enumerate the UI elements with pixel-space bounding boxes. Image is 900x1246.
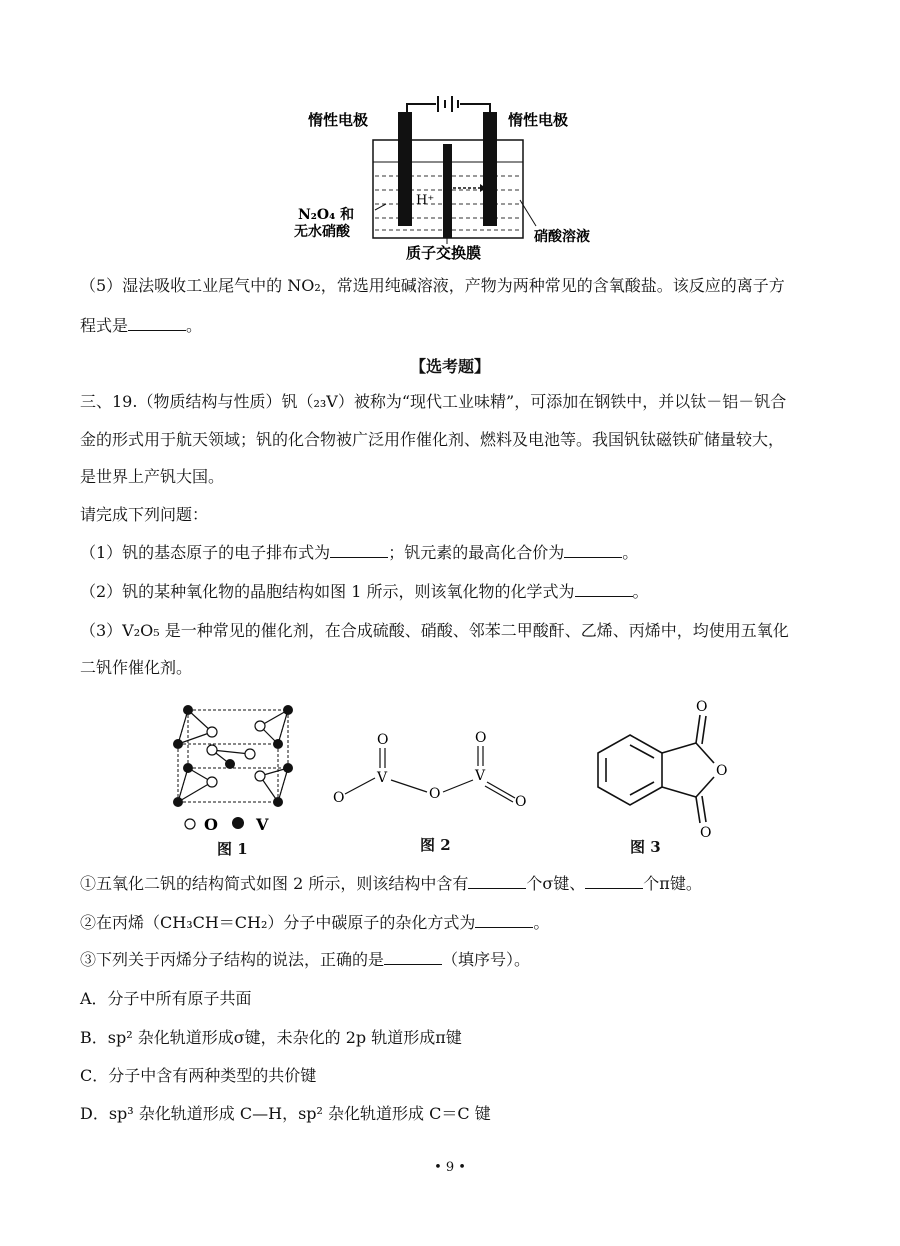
part2-text-a: （2）钒的某种氧化物的晶胞结构如图 1 所示，则该氧化物的化学式为 [80, 582, 575, 601]
fig2-o-bridge: O [429, 786, 441, 802]
figure3-label: 图 3 [630, 838, 661, 856]
ion-label: H⁺ [416, 193, 435, 208]
legend-oxygen-label: O [204, 815, 218, 834]
sub2-text-a: ②在丙烯（CH₃CH＝CH₂）分子中碳原子的杂化方式为 [80, 913, 476, 932]
sub1-blank-1[interactable] [468, 874, 526, 889]
q19-part3-line2: 二钒作催化剂。 [80, 658, 193, 677]
vanadium-atoms [173, 705, 293, 807]
q19-prompt: 请完成下列问题： [80, 505, 209, 524]
proton-exchange-membrane [443, 144, 452, 238]
q19-line2: 金的形式用于航天领域；钒的化合物被广泛用作催化剂、燃料及电池等。我国钒钛磁铁矿储量较大， [80, 430, 785, 449]
sub1-text-a: ①五氧化二钒的结构简式如图 2 所示，则该结构中含有 [80, 874, 469, 893]
left-solution-label-1: N₂O₄ 和 [298, 207, 355, 223]
sub2-text-b: 。 [533, 913, 550, 932]
oxygen-atoms [207, 721, 265, 787]
left-solution-label-2: 无水硝酸 [294, 224, 350, 240]
part1-text-c: 。 [622, 543, 639, 562]
membrane-label: 质子交换膜 [406, 244, 482, 262]
fig3-o-top: O [696, 699, 708, 715]
benzene-ring [598, 735, 662, 805]
sub3-blank[interactable] [384, 950, 442, 965]
part2-blank[interactable] [575, 582, 633, 597]
fig2-v-left: V [377, 770, 388, 786]
sub1-text-c: 个π键。 [643, 874, 702, 893]
bonds [178, 710, 288, 802]
sub1-text-b: 个σ键、 [526, 874, 586, 893]
left-electrode [398, 112, 412, 226]
figure1-crystal-cell [160, 698, 320, 838]
fig2-o-top-right: O [475, 730, 487, 746]
left-pointer [375, 204, 386, 210]
fig3-o-bottom: O [700, 825, 712, 840]
fig2-o-bottom-left: O [333, 790, 345, 806]
legend-oxygen-symbol [185, 819, 195, 829]
sub-q1 [80, 874, 840, 894]
part1-blank-2[interactable] [564, 543, 622, 558]
option-b: B．sp² 杂化轨道形成σ键，未杂化的 2p 轨道形成π键 [80, 1028, 462, 1047]
fig2-o-bottom-right: O [515, 794, 527, 810]
cell-box [178, 710, 288, 802]
fig2-o-top-left: O [377, 732, 389, 748]
figure2-label: 图 2 [420, 836, 451, 854]
sub3-text-a: ③下列关于丙烯分子结构的说法，正确的是 [80, 950, 385, 969]
part1-blank-1[interactable] [330, 543, 388, 558]
fig3-o-ring: O [716, 763, 728, 779]
legend-vanadium-symbol [232, 817, 244, 829]
figure2-v2o5-structure [325, 722, 540, 822]
q19-part1 [80, 543, 840, 563]
q19-line3: 是世界上产钒大国。 [80, 467, 225, 486]
sub-q3 [80, 950, 840, 970]
fig2-v-right: V [475, 768, 486, 784]
sub3-text-b: （填序号）。 [442, 950, 531, 969]
q5-line2 [80, 316, 840, 336]
part1-text-b: ；钒元素的最高化合价为 [388, 543, 565, 562]
section-title: 【选考题】 [409, 357, 490, 376]
q19-part3-line1: （3）V₂O₅ 是一种常见的催化剂，在合成硫酸、硝酸、邻苯二甲酸酐、乙烯、丙烯中，均使用五氧化 [80, 621, 789, 640]
option-a: A．分子中所有原子共面 [80, 989, 252, 1008]
sub2-blank[interactable] [475, 913, 533, 928]
left-electrode-label: 惰性电极 [308, 111, 369, 129]
part2-text-b: 。 [632, 582, 649, 601]
figure1-label: 图 1 [217, 840, 248, 858]
q5-prefix: 程式是 [80, 316, 129, 335]
right-solution-label: 硝酸溶液 [534, 229, 590, 245]
legend-vanadium-label: V [256, 815, 269, 834]
right-electrode [483, 112, 497, 226]
right-electrode-label: 惰性电极 [508, 111, 569, 129]
sub1-blank-2[interactable] [585, 874, 643, 889]
q19-part2 [80, 582, 840, 602]
q5-line1: （5）湿法吸收工业尾气中的 NO₂，常选用纯碱溶液，产物为两种常见的含氧酸盐。该反应的离子方 [80, 276, 785, 295]
option-c: C．分子中含有两种类型的共价键 [80, 1066, 317, 1085]
q5-suffix: 。 [186, 316, 203, 335]
electrolysis-figure [290, 92, 610, 262]
q19-line1: 三、19.（物质结构与性质）钒（₂₃V）被称为“现代工业味精”，可添加在钢铁中，并以钛－铝－钒合 [80, 392, 787, 411]
part1-text-a: （1）钒的基态原子的电子排布式为 [80, 543, 331, 562]
figure3-phthalic-anhydride [578, 695, 748, 840]
anhydride-ring [662, 715, 714, 823]
q5-answer-blank[interactable] [128, 316, 186, 331]
sub-q2 [80, 913, 840, 933]
page-number: • 9 • [434, 1160, 466, 1175]
option-d: D．sp³ 杂化轨道形成 C—H，sp² 杂化轨道形成 C＝C 键 [80, 1104, 491, 1123]
